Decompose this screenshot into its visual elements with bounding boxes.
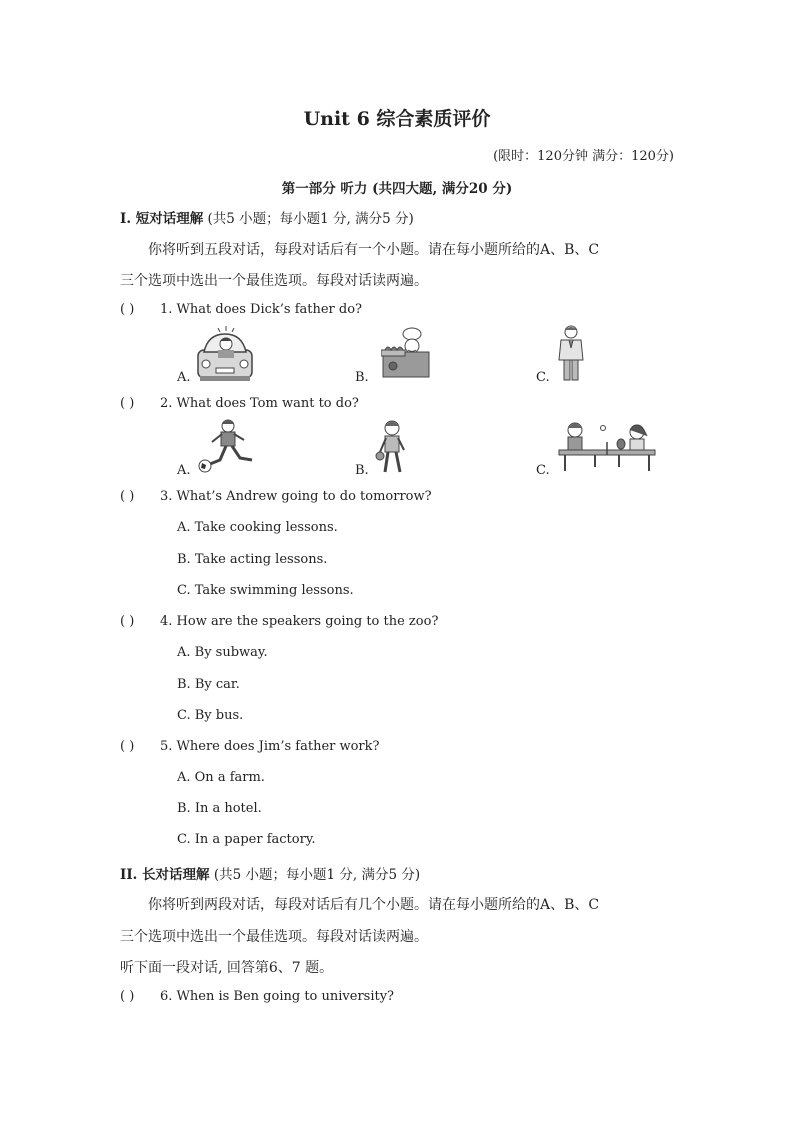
chef-cooking-image[interactable] — [381, 326, 431, 378]
q1-label-b: B. — [355, 370, 369, 385]
ping-pong-image[interactable] — [555, 420, 659, 474]
time-score-limits: (限时：120分钟 满分：120分) — [493, 149, 674, 164]
q1-label-c: C. — [536, 370, 550, 385]
question-4 — [120, 614, 438, 629]
answer-blank[interactable]: ( ) — [120, 739, 135, 754]
question-2 — [120, 396, 359, 411]
answer-blank[interactable]: ( ) — [120, 489, 135, 504]
question-5 — [120, 739, 380, 754]
q5-option-a[interactable]: A. On a farm. — [177, 770, 265, 785]
section-2-heading: II. 长对话理解 — [120, 867, 210, 883]
q5-option-b[interactable]: B. In a hotel. — [177, 801, 262, 816]
q4-option-b[interactable]: B. By car. — [177, 677, 240, 692]
section-2-sub-instruction: 听下面一段对话, 回答第6、7 题。 — [120, 960, 334, 976]
question-1 — [120, 302, 362, 317]
section-1-header — [120, 207, 414, 227]
q2-label-b: B. — [355, 463, 369, 478]
section-2-instruction-line-2: 三个选项中选出一个最佳选项。每段对话读两遍。 — [120, 929, 428, 945]
question-3 — [120, 489, 432, 504]
answer-blank[interactable]: ( ) — [120, 396, 135, 411]
boy-bowling-image[interactable] — [374, 418, 410, 476]
q2-label-a: A. — [177, 463, 191, 478]
q1-label-a: A. — [177, 370, 191, 385]
section-1-instruction-line-1: 你将听到五段对话，每段对话后有一个小题。请在每小题所给的A、B、C — [148, 242, 600, 258]
q3-option-a[interactable]: A. Take cooking lessons. — [177, 520, 338, 535]
q3-option-b[interactable]: B. Take acting lessons. — [177, 552, 328, 567]
q4-option-a[interactable]: A. By subway. — [177, 645, 268, 660]
question-4-text: 4. How are the speakers going to the zoo? — [160, 614, 439, 629]
section-1-instruction-line-2: 三个选项中选出一个最佳选项。每段对话读两遍。 — [120, 273, 428, 289]
answer-blank[interactable]: ( ) — [120, 614, 135, 629]
question-6 — [120, 989, 394, 1004]
q5-option-c[interactable]: C. In a paper factory. — [177, 832, 316, 847]
section-2-header — [120, 863, 420, 883]
question-2-text: 2. What does Tom want to do? — [160, 396, 359, 411]
question-3-text: 3. What’s Andrew going to do tomorrow? — [160, 489, 432, 504]
answer-blank[interactable]: ( ) — [120, 989, 135, 1004]
page-title: Unit 6 综合素质评价 — [303, 108, 491, 130]
q4-option-c[interactable]: C. By bus. — [177, 708, 244, 723]
boy-playing-soccer-image[interactable] — [196, 418, 258, 474]
section-2-instruction-line-1: 你将听到两段对话，每段对话后有几个小题。请在每小题所给的A、B、C — [148, 897, 600, 913]
section-1-heading: I. 短对话理解 — [120, 211, 204, 227]
question-6-text: 6. When is Ben going to university? — [160, 989, 395, 1004]
question-5-text: 5. Where does Jim’s father work? — [160, 739, 380, 754]
office-worker-image[interactable] — [557, 324, 585, 382]
answer-blank[interactable]: ( ) — [120, 302, 135, 317]
q2-label-c: C. — [536, 463, 550, 478]
section-1-meta: (共5 小题；每小题1 分, 满分5 分) — [207, 211, 414, 227]
q3-option-c[interactable]: C. Take swimming lessons. — [177, 583, 354, 598]
question-1-text: 1. What does Dick’s father do? — [160, 302, 363, 317]
section-2-meta: (共5 小题；每小题1 分, 满分5 分) — [213, 867, 421, 883]
driver-in-car-image[interactable] — [196, 326, 254, 382]
part-one-heading: 第一部分 听力 (共四大题, 满分20 分) — [281, 181, 513, 197]
